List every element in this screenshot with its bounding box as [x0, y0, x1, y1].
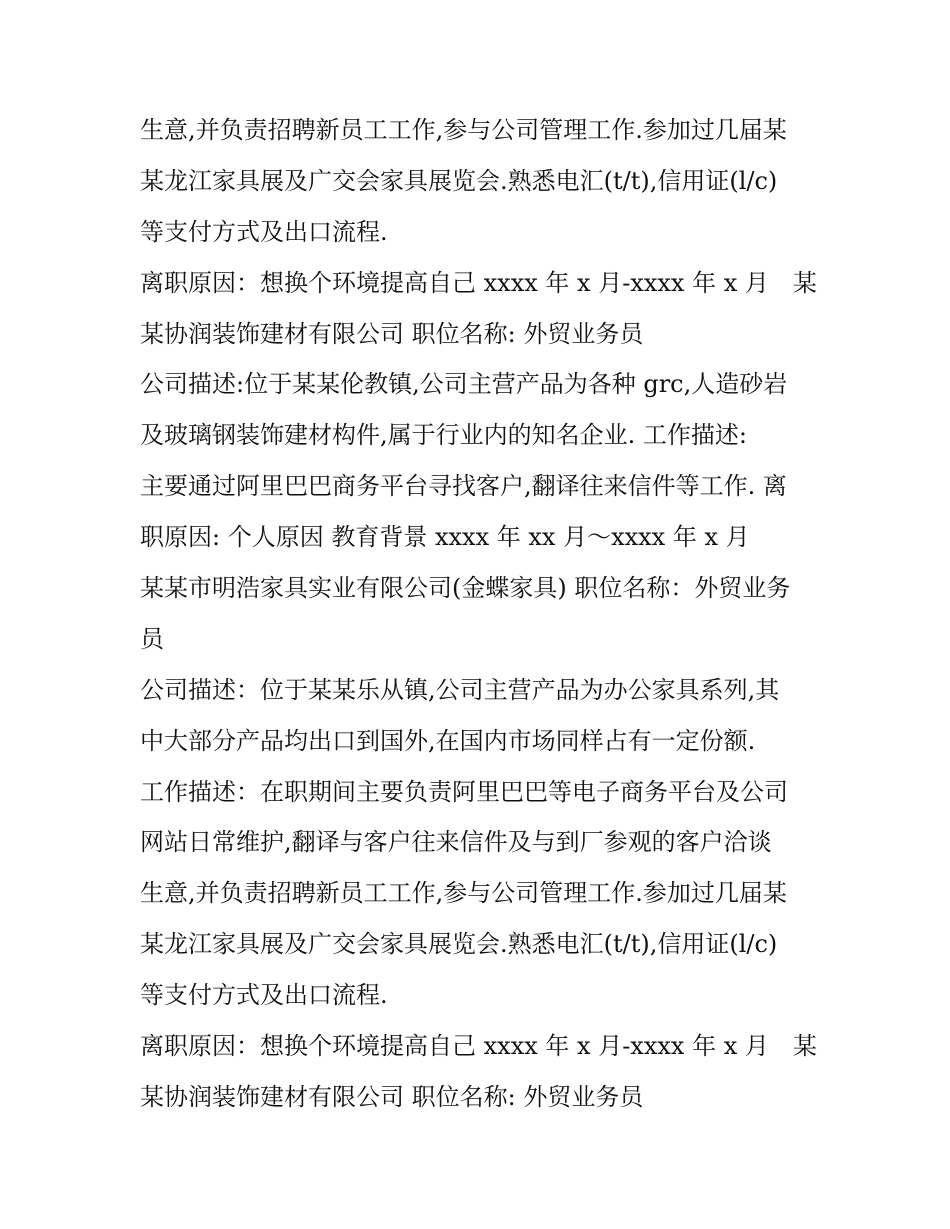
text-line: 某协润装饰建材有限公司 职位名称: 外贸业务员	[140, 1082, 644, 1111]
text-line: 中大部分产品均出口到国外,在国内市场同样占有一定份额.	[140, 726, 756, 755]
text-line: 员	[140, 624, 164, 653]
text-line: 某某市明浩家具实业有限公司(金蝶家具) 职位名称：外贸业务	[140, 574, 791, 603]
text-line: 等支付方式及出口流程.	[140, 217, 388, 246]
text-line: 生意,并负责招聘新员工工作,参与公司管理工作.参加过几届某	[140, 879, 787, 908]
text-line: 公司描述:位于某某伦教镇,公司主营产品为各种 grc,人造砂岩	[140, 370, 788, 399]
text-line: 生意,并负责招聘新员工工作,参与公司管理工作.参加过几届某	[140, 116, 787, 144]
text-line: 及玻璃钢装饰建材构件,属于行业内的知名企业. 工作描述:	[140, 421, 747, 450]
text-line: 网站日常维护,翻译与客户往来信件及与到厂参观的客户洽谈	[140, 828, 772, 857]
text-line: 某龙江家具展及广交会家具展览会.熟悉电汇(t/t),信用证(l/c)	[140, 930, 778, 959]
resume-body-text	[140, 105, 820, 1123]
text-line: 公司描述：位于某某乐从镇,公司主营产品为办公家具系列,其	[140, 675, 780, 704]
text-line: 职原因: 个人原因 教育背景 xxxx 年 xx 月～xxxx 年 x 月	[140, 523, 750, 552]
text-line: 离职原因：想换个环境提高自己 xxxx 年 x 月-xxxx 年 x 月 某	[140, 268, 817, 297]
text-line: 某龙江家具展及广交会家具展览会.熟悉电汇(t/t),信用证(l/c)	[140, 166, 778, 195]
text-line: 工作描述：在职期间主要负责阿里巴巴等电子商务平台及公司	[140, 777, 788, 806]
text-line: 某协润装饰建材有限公司 职位名称: 外贸业务员	[140, 319, 644, 348]
text-line: 等支付方式及出口流程.	[140, 981, 388, 1010]
text-line: 主要通过阿里巴巴商务平台寻找客户,翻译往来信件等工作. 离	[140, 472, 787, 501]
text-line: 离职原因：想换个环境提高自己 xxxx 年 x 月-xxxx 年 x 月 某	[140, 1032, 817, 1061]
